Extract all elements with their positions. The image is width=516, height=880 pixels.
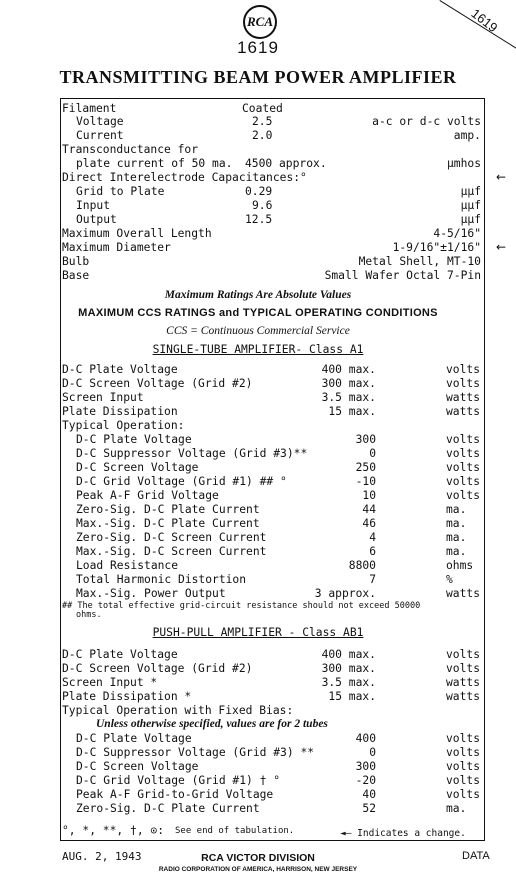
row-unit: volts <box>446 774 481 787</box>
current-label: Current <box>76 129 124 142</box>
data-label: DATA <box>462 850 490 862</box>
row-label: Zero-Sig. D-C Plate Current <box>76 802 260 815</box>
transconductance-label: Transconductance for <box>62 143 199 156</box>
row-label: D-C Plate Voltage <box>76 732 192 745</box>
grid-resistance-note: ## The total effective grid-circuit resistance should not exceed 50000 <box>62 601 421 611</box>
input-label: Input <box>76 199 111 212</box>
output-value: 12.5 <box>245 213 273 226</box>
voltage-unit: a-c or d-c volts <box>372 115 481 128</box>
row-unit: watts <box>446 690 481 703</box>
bulb-label: Bulb <box>62 255 90 268</box>
capacitances-label: Direct Interelectrode Capacitances:° <box>62 171 307 184</box>
row-unit: volts <box>446 760 481 773</box>
row-label: Screen Input <box>62 391 144 404</box>
voltage-label: Voltage <box>76 115 124 128</box>
symbols-list: °, *, **, †, ⊙: <box>62 824 165 837</box>
row-unit: volts <box>446 788 481 801</box>
row-value: 3.5 max. <box>321 676 376 689</box>
row-label: D-C Plate Voltage <box>62 648 178 661</box>
row-value: 400 max. <box>321 363 376 376</box>
row-value: 44 <box>362 503 376 516</box>
row-unit: volts <box>446 475 481 488</box>
row-label: Plate Dissipation * <box>62 690 192 703</box>
voltage-value: 2.5 <box>252 115 273 128</box>
corner-number: 1619 <box>468 5 501 36</box>
row-unit: ma. <box>446 517 467 530</box>
row-label: D-C Grid Voltage (Grid #1) † ° <box>76 774 281 787</box>
row-unit: volts <box>446 363 481 376</box>
push-pull-heading: PUSH-PULL AMPLIFIER - Class AB1 <box>152 626 364 639</box>
output-label: Output <box>76 213 117 226</box>
row-label: D-C Suppressor Voltage (Grid #3)** <box>76 447 308 460</box>
change-arrow-2: ← <box>496 240 507 254</box>
row-unit: % <box>446 573 453 586</box>
corner-tab <box>440 0 516 40</box>
row-unit: watts <box>446 676 481 689</box>
row-value: 400 <box>355 732 376 745</box>
bulb-value: Metal Shell, MT-10 <box>358 255 481 268</box>
page-title: TRANSMITTING BEAM POWER AMPLIFIER <box>59 67 457 87</box>
filament-type: Coated <box>242 102 283 115</box>
row-unit: volts <box>446 377 481 390</box>
grid-resistance-note2: ohms. <box>76 610 102 620</box>
row-label: Total Harmonic Distortion <box>76 573 247 586</box>
row-value: -20 <box>355 774 376 787</box>
change-arrow-1: ← <box>496 170 507 184</box>
row-value: 3 approx. <box>314 587 376 600</box>
grid-to-plate-unit: µµf <box>460 185 481 198</box>
row-unit: volts <box>446 732 481 745</box>
row-unit: volts <box>446 461 481 474</box>
row-label: Max.-Sig. D-C Plate Current <box>76 517 260 530</box>
base-value: Small Wafer Octal 7-Pin <box>324 269 481 282</box>
row-label: Peak A-F Grid-to-Grid Voltage <box>76 788 274 801</box>
row-label: D-C Screen Voltage (Grid #2) <box>62 662 253 675</box>
row-value: 250 <box>355 461 376 474</box>
base-label: Base <box>62 269 90 282</box>
ccs-definition: CCS = Continuous Commercial Service <box>166 325 350 337</box>
row-unit: watts <box>446 391 481 404</box>
row-value: 46 <box>362 517 376 530</box>
current-unit: amp. <box>453 129 481 142</box>
input-value: 9.6 <box>252 199 273 212</box>
see-end-note: See end of tabulation. <box>175 826 295 836</box>
row-value: 7 <box>369 573 376 586</box>
row-label: Zero-Sig. D-C Screen Current <box>76 531 267 544</box>
row-label: Plate Dissipation <box>62 405 178 418</box>
transconductance-label2: plate current of 50 ma. <box>76 157 233 170</box>
max-diameter-value: 1-9/16"±1/16" <box>392 241 481 254</box>
row-label: D-C Screen Voltage <box>76 760 199 773</box>
row-value: 40 <box>362 788 376 801</box>
logo-text: RCA <box>246 14 273 29</box>
row-unit: volts <box>446 433 481 446</box>
row-label: Max.-Sig. Power Output <box>76 587 226 600</box>
single-tube-heading: SINGLE-TUBE AMPLIFIER- Class A1 <box>152 343 364 356</box>
single-typical-label: Typical Operation: <box>62 419 185 432</box>
ratings-heading: MAXIMUM CCS RATINGS and TYPICAL OPERATING CONDITIONS <box>78 307 438 319</box>
row-value: 10 <box>362 489 376 502</box>
row-unit: watts <box>446 405 481 418</box>
output-unit: µµf <box>460 213 481 226</box>
row-unit: volts <box>446 662 481 675</box>
row-label: D-C Screen Voltage (Grid #2) <box>62 377 253 390</box>
row-unit: ma. <box>446 531 467 544</box>
push-typical-label: Typical Operation with Fixed Bias: <box>62 704 294 717</box>
max-length-value: 4-5/16" <box>433 227 481 240</box>
corporation: RADIO CORPORATION OF AMERICA, HARRISON, NEW JERSEY <box>158 866 358 873</box>
row-label: D-C Plate Voltage <box>62 363 178 376</box>
tube-number: 1619 <box>237 38 279 57</box>
row-value: 3.5 max. <box>321 391 376 404</box>
row-value: 4 <box>369 531 376 544</box>
division: RCA VICTOR DIVISION <box>201 852 315 864</box>
transconductance-value: 4500 approx. <box>245 157 327 170</box>
row-label: D-C Suppressor Voltage (Grid #3) ** <box>76 746 315 759</box>
row-label: Load Resistance <box>76 559 179 572</box>
input-unit: µµf <box>460 199 481 212</box>
row-value: 0 <box>369 746 376 759</box>
date: AUG. 2, 1943 <box>62 850 142 863</box>
row-unit: volts <box>446 746 481 759</box>
current-value: 2.0 <box>252 129 273 142</box>
row-value: 300 <box>355 433 376 446</box>
row-value: 6 <box>369 545 376 558</box>
change-legend: ◄— Indicates a change. <box>340 828 466 839</box>
row-unit: volts <box>446 447 481 460</box>
row-unit: ma. <box>446 503 467 516</box>
row-value: 8800 <box>348 559 376 572</box>
row-value: 300 max. <box>321 662 376 675</box>
row-value: -10 <box>355 475 376 488</box>
row-unit: volts <box>446 648 481 661</box>
row-value: 400 max. <box>321 648 376 661</box>
row-unit: ma. <box>446 545 467 558</box>
row-value: 15 max. <box>328 405 376 418</box>
transconductance-unit: µmhos <box>446 157 481 170</box>
max-diameter-label: Maximum Diameter <box>62 241 171 254</box>
unless-note: Unless otherwise specified, values are for 2 tubes <box>96 718 328 730</box>
row-value: 300 <box>355 760 376 773</box>
row-unit: watts <box>446 587 481 600</box>
grid-to-plate-label: Grid to Plate <box>76 185 165 198</box>
row-unit: volts <box>446 489 481 502</box>
row-value: 52 <box>362 802 376 815</box>
grid-to-plate-value: 0.29 <box>245 185 273 198</box>
row-label: Screen Input * <box>62 676 158 689</box>
row-label: D-C Grid Voltage (Grid #1) ## ° <box>76 475 287 488</box>
absolute-values-note: Maximum Ratings Are Absolute Values <box>164 289 352 301</box>
row-label: D-C Plate Voltage <box>76 433 192 446</box>
filament-label: Filament <box>62 102 117 115</box>
row-value: 300 max. <box>321 377 376 390</box>
row-value: 15 max. <box>328 690 376 703</box>
row-label: Zero-Sig. D-C Plate Current <box>76 503 260 516</box>
max-length-label: Maximum Overall Length <box>62 227 212 240</box>
row-label: Max.-Sig. D-C Screen Current <box>76 545 267 558</box>
row-value: 0 <box>369 447 376 460</box>
row-label: Peak A-F Grid Voltage <box>76 489 219 502</box>
row-label: D-C Screen Voltage <box>76 461 199 474</box>
row-unit: ma. <box>446 802 467 815</box>
rca-logo <box>243 5 277 39</box>
row-unit: ohms <box>446 559 474 572</box>
